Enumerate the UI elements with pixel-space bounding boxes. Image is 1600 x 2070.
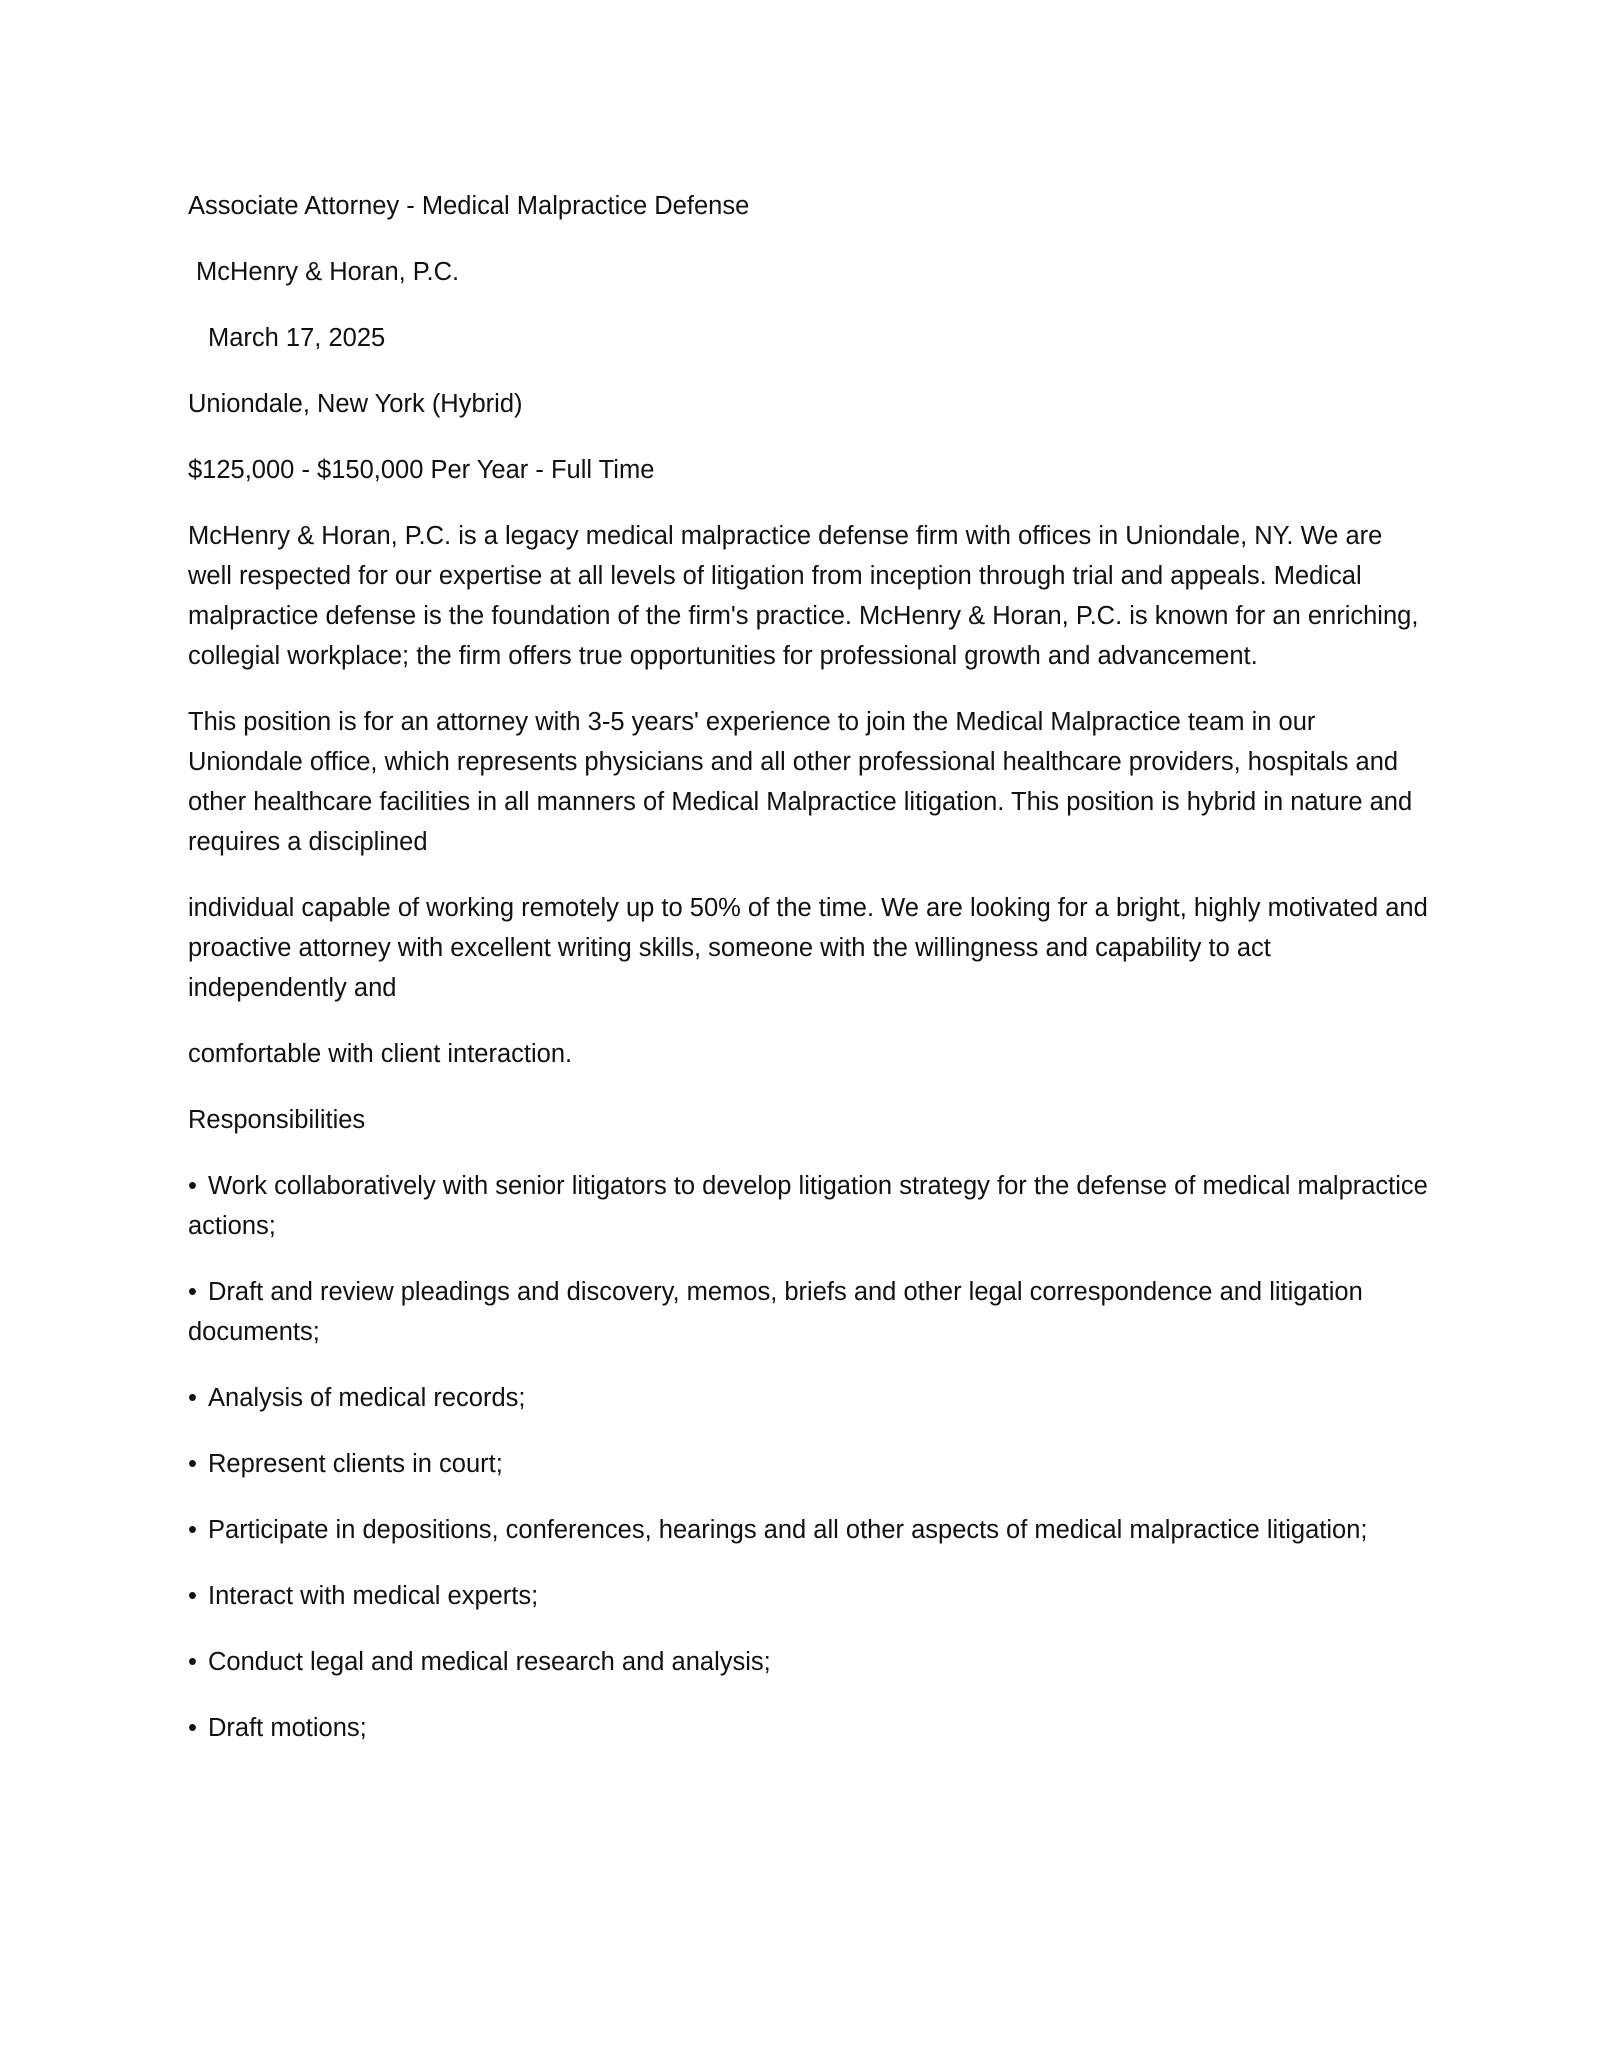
list-item-text: Analysis of medical records;: [208, 1384, 526, 1412]
list-item: [188, 1444, 1428, 1484]
list-item: [188, 1510, 1428, 1550]
list-item: [188, 1642, 1428, 1682]
list-item-text: Draft motions;: [208, 1714, 367, 1742]
position-paragraph: This position is for an attorney with 3-5 years' experience to join the Medical Malpractice team in our Uniondale office, which represents physicians and all other professional healthcare providers, hospitals and other healthcare facilities in all manners of Medical Malpractice litigation. This position is hybrid in nature and requires a disciplined: [188, 708, 1413, 856]
job-location: Uniondale, New York (Hybrid): [188, 390, 523, 418]
document-body: [188, 186, 1428, 1774]
client-paragraph: comfortable with client interaction.: [188, 1040, 573, 1068]
list-item-text: Draft and review pleadings and discovery, memos, briefs and other legal correspondence and litigation documents;: [188, 1278, 1363, 1346]
company-name: McHenry & Horan, P.C.: [196, 258, 460, 286]
job-title: Associate Attorney - Medical Malpractice Defense: [188, 192, 750, 220]
bullet-icon: •: [188, 1450, 197, 1478]
list-item-text: Interact with medical experts;: [208, 1582, 539, 1610]
posting-date: March 17, 2025: [208, 324, 386, 352]
list-item: [188, 1378, 1428, 1418]
list-item: [188, 1576, 1428, 1616]
bullet-icon: •: [188, 1516, 197, 1544]
job-salary: $125,000 - $150,000 Per Year - Full Time: [188, 456, 655, 484]
list-item-text: Conduct legal and medical research and analysis;: [208, 1648, 771, 1676]
intro-paragraph: McHenry & Horan, P.C. is a legacy medical malpractice defense firm with offices in Uniondale, NY. We are well respected for our expertise at all levels of litigation from inception through trial and appeals. Medical malpractice defense is the foundation of the firm's practice. McHenry & Horan, P.C. is known for an enriching, collegial workplace; the firm offers true opportunities for professional growth and advancement.: [188, 522, 1419, 670]
bullet-icon: •: [188, 1278, 197, 1306]
remote-paragraph: individual capable of working remotely up to 50% of the time. We are looking for a bright, highly motivated and proactive attorney with excellent writing skills, someone with the willingness and capability to act independently and: [188, 894, 1428, 1002]
list-item: [188, 1708, 1428, 1748]
list-item-text: Work collaboratively with senior litigators to develop litigation strategy for the defense of medical malpractice actions;: [188, 1172, 1428, 1240]
responsibilities-heading: Responsibilities: [188, 1106, 366, 1134]
list-item-text: Participate in depositions, conferences, hearings and all other aspects of medical malpractice litigation;: [208, 1516, 1368, 1544]
bullet-icon: •: [188, 1714, 197, 1742]
bullet-icon: •: [188, 1172, 197, 1200]
bullet-icon: •: [188, 1384, 197, 1412]
list-item: [188, 1272, 1428, 1352]
list-item: [188, 1166, 1428, 1246]
list-item-text: Represent clients in court;: [208, 1450, 503, 1478]
bullet-icon: •: [188, 1582, 197, 1610]
bullet-icon: •: [188, 1648, 197, 1676]
